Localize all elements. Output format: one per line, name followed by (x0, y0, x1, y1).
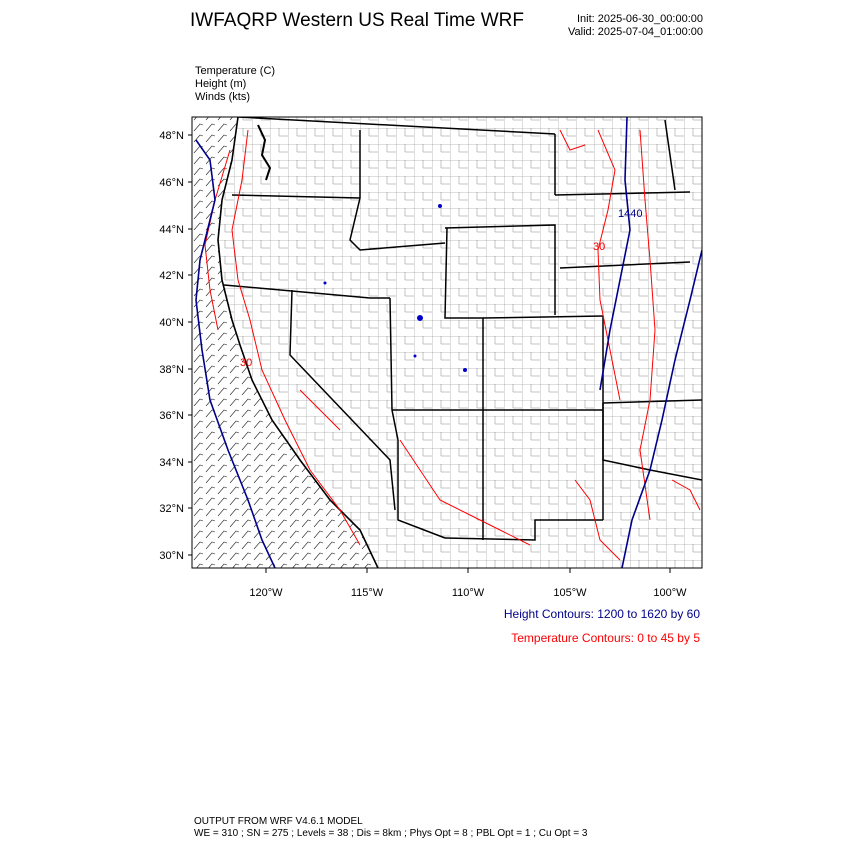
lon-label: 110°W (451, 587, 485, 599)
lon-label: 120°W (249, 587, 283, 599)
lon-label: 105°W (553, 587, 587, 599)
lon-label: 115°W (350, 587, 384, 599)
temperature-contour-label: 30 (240, 357, 253, 369)
temperature-contour-legend: Temperature Contours: 0 to 45 by 5 (511, 631, 700, 645)
lat-label: 42°N (159, 270, 184, 282)
lon-label: 100°W (653, 587, 687, 599)
lat-label: 32°N (159, 503, 184, 515)
longitude-labels (249, 587, 687, 599)
valid-time: Valid: 2025-07-04_01:00:00 (568, 26, 703, 38)
model-footer (194, 816, 587, 840)
temperature-contour-label: 30 (593, 241, 606, 253)
height-contour-label: 1440 (618, 208, 643, 220)
model-config: WE = 310 ; SN = 275 ; Levels = 38 ; Dis = 8km ; Phys Opt = 8 ; PBL Opt = 1 ; Cu Opt = 3 (194, 828, 588, 839)
lat-label: 36°N (159, 410, 184, 422)
field-temperature: Temperature (C) (195, 65, 276, 77)
latitude-labels (159, 130, 184, 562)
lat-label: 44°N (159, 224, 184, 236)
model-version: OUTPUT FROM WRF V4.6.1 MODEL (194, 816, 363, 827)
map-area (192, 117, 702, 568)
init-time: Init: 2025-06-30_00:00:00 (577, 13, 703, 25)
height-contour-legend: Height Contours: 1200 to 1620 by 60 (503, 607, 700, 621)
lat-label: 38°N (159, 364, 184, 376)
plot-title: IWFAQRP Western US Real Time WRF (190, 10, 524, 31)
lat-label: 48°N (159, 130, 184, 142)
lat-label: 40°N (159, 317, 184, 329)
lat-label: 34°N (159, 457, 184, 469)
field-height: Height (m) (195, 78, 247, 90)
lat-label: 30°N (159, 550, 184, 562)
lat-label: 46°N (159, 177, 184, 189)
field-winds: Winds (kts) (195, 91, 250, 103)
